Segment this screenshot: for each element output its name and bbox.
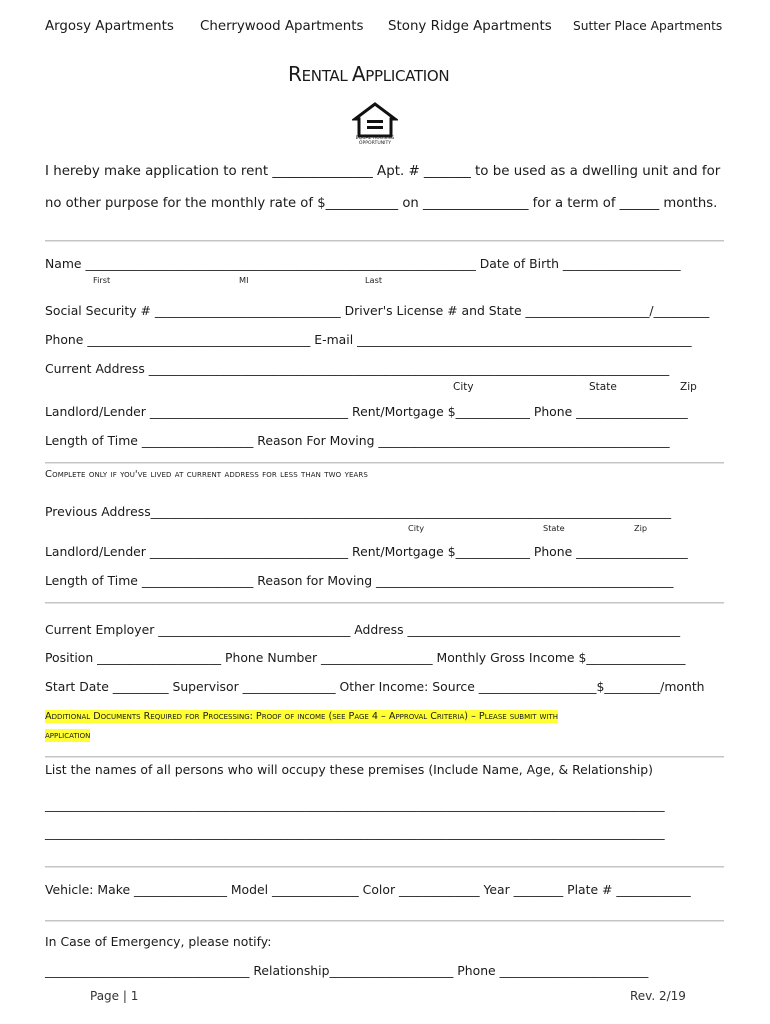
revision-label: Rev. 2/19 bbox=[630, 989, 686, 1003]
property-argosy: Argosy Apartments bbox=[45, 19, 174, 34]
vehicle-field[interactable]: Vehicle: Make _______________ Model ______________ Color _____________ Year ________ Plate # ____________ bbox=[45, 882, 691, 897]
emergency-contact-field[interactable]: _________________________________ Relationship____________________ Phone ________________________ bbox=[45, 963, 649, 978]
prev-length-reason-field[interactable]: Length of Time __________________ Reason for Moving ________________________________________________ bbox=[45, 573, 674, 588]
emergency-prompt: In Case of Emergency, please notify: bbox=[45, 934, 272, 949]
phone-email-field[interactable]: Phone ____________________________________ E-mail ______________________________________________________ bbox=[45, 332, 692, 347]
previous-address-field[interactable]: Previous Address____________________________________________________________________________________ bbox=[45, 504, 672, 519]
notice-line-1: Additional Documents Required for Processing: Proof of income (see Page 4 – Approval Criteria) – Please submit with bbox=[45, 711, 559, 722]
equal-housing-logo bbox=[352, 102, 398, 148]
prev-sub-city: City bbox=[408, 523, 425, 533]
length-reason-field[interactable]: Length of Time __________________ Reason For Moving _______________________________________________ bbox=[45, 433, 670, 448]
prev-sub-state: State bbox=[543, 523, 565, 533]
ssn-license-field[interactable]: Social Security # ______________________________ Driver's License # and State ____________________/_________ bbox=[45, 303, 710, 318]
position-income-field[interactable]: Position ____________________ Phone Number __________________ Monthly Gross Income $________________ bbox=[45, 650, 686, 665]
occupants-prompt: List the names of all persons who will occupy these premises (Include Name, Age, & Relationship) bbox=[45, 762, 653, 777]
name-sub-mi: MI bbox=[239, 275, 249, 285]
previous-address-heading: Complete only if you've lived at current address for less than two years bbox=[45, 469, 368, 480]
logo-caption-1: EQUAL HOUSING bbox=[355, 136, 395, 141]
address-sub-city: City bbox=[453, 381, 474, 393]
intro-line-1: I hereby make application to rent _______________ Apt. # _______ to be used as a dwelling unit and for bbox=[45, 164, 721, 179]
divider bbox=[45, 920, 724, 922]
notice-line-2: application bbox=[45, 730, 91, 741]
name-sub-first: First bbox=[93, 275, 111, 285]
logo-caption-2: OPPORTUNITY bbox=[358, 141, 392, 146]
current-address-field[interactable]: Current Address ____________________________________________________________________________________ bbox=[45, 361, 670, 376]
divider bbox=[45, 602, 724, 604]
address-sub-state: State bbox=[589, 381, 617, 393]
divider bbox=[45, 462, 724, 464]
occupants-blank-1[interactable]: ____________________________________________________________________________________________________ bbox=[45, 797, 665, 812]
property-stony-ridge: Stony Ridge Apartments bbox=[388, 19, 552, 34]
divider bbox=[45, 240, 724, 242]
house-icon bbox=[352, 102, 398, 138]
occupants-blank-2[interactable]: ____________________________________________________________________________________________________ bbox=[45, 825, 665, 840]
property-sutter-place: Sutter Place Apartments bbox=[573, 19, 723, 33]
address-sub-zip: Zip bbox=[680, 381, 697, 393]
page-title: RENTAL APPLICATION bbox=[288, 62, 450, 86]
prev-landlord-field[interactable]: Landlord/Lender ________________________________ Rent/Mortgage $____________ Phone __________________ bbox=[45, 544, 688, 559]
employer-field[interactable]: Current Employer _______________________________ Address ____________________________________________ bbox=[45, 622, 681, 637]
prev-sub-zip: Zip bbox=[634, 523, 648, 533]
start-supervisor-field[interactable]: Start Date _________ Supervisor _______________ Other Income: Source ___________________$_________/month bbox=[45, 679, 705, 694]
page-number: Page | 1 bbox=[90, 989, 139, 1003]
divider bbox=[45, 866, 724, 868]
property-cherrywood: Cherrywood Apartments bbox=[200, 19, 364, 34]
landlord-field[interactable]: Landlord/Lender ________________________________ Rent/Mortgage $____________ Phone __________________ bbox=[45, 404, 688, 419]
divider bbox=[45, 756, 724, 758]
documents-notice bbox=[45, 707, 558, 745]
name-field[interactable]: Name _______________________________________________________________ Date of Birth ___________________ bbox=[45, 256, 681, 271]
intro-line-2: no other purpose for the monthly rate of $___________ on ________________ for a term of ______ months. bbox=[45, 196, 718, 211]
name-sub-last: Last bbox=[365, 275, 383, 285]
